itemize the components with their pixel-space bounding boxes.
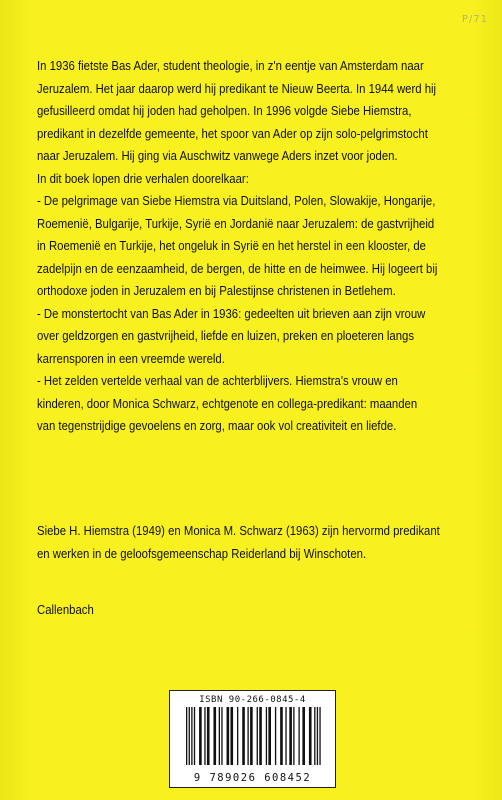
blurb-line: - De monstertocht van Bas Ader in 1936: gedeelten uit brieven aan zijn vrouw	[37, 305, 426, 321]
blurb-line: predikant in dezelfde gemeente, het spoor van Ader op zijn solo-pelgrimstocht	[37, 125, 428, 141]
blurb-line: In 1936 fietste Bas Ader, student theologie, in z'n eentje van Amsterdam naar	[37, 58, 424, 73]
isbn-barcode	[169, 690, 336, 788]
blurb-line: zadelpijn en de eenzaamheid, de bergen, de hitte en de heimwee. Hij logeert bij	[37, 260, 438, 276]
blurb-text	[37, 55, 484, 438]
blurb-line: van tegenstrijdige gevoelens en zorg, maar ook vol creativiteit en liefde.	[37, 418, 397, 433]
blurb-line: karrensporen in een vreemde wereld.	[37, 350, 225, 366]
pencil-mark: P/71	[461, 14, 488, 25]
blurb-line: orthodoxe joden in Jeruzalem en bij Palestijnse christenen in Betlehem.	[37, 283, 396, 298]
author-bio	[37, 520, 484, 565]
blurb-line: naar Jeruzalem. Hij ging via Auschwitz vanwege Aders inzet voor joden.	[37, 148, 398, 163]
isbn-label: ISBN 90-266-0845-4	[199, 695, 306, 705]
blurb-line: Jeruzalem. Het jaar daarop werd hij predikant te Nieuw Beerta. In 1944 werd hij	[37, 80, 437, 96]
blurb-line: Roemenië, Bulgarije, Turkije, Syrië en Jordanië naar Jeruzalem: de gastvrijheid	[37, 215, 435, 231]
blurb-line: kinderen, door Monica Schwarz, echtgenote en collega-predikant: maanden	[37, 395, 418, 411]
bio-line: en werken in de geloofsgemeenschap Reiderland bij Winschoten.	[37, 545, 367, 561]
blurb-line: gefusilleerd omdat hij joden had geholpen. In 1996 volgde Siebe Hiemstra,	[37, 103, 412, 118]
ean-digits: 9 789026 608452	[193, 772, 312, 784]
barcode-bars	[184, 707, 324, 769]
blurb-line: in Roemenië en Turkije, het ongeluk in Syrië en het herstel in een klooster, de	[37, 238, 426, 253]
bio-line: Siebe H. Hiemstra (1949) en Monica M. Schwarz (1963) zijn hervormd predikant	[37, 523, 440, 538]
blurb-line: In dit boek lopen drie verhalen doorelkaar:	[37, 170, 249, 186]
blurb-line: over geldzorgen en gastvrijheid, liefde en luizen, preken en ploeteren langs	[37, 328, 415, 343]
blurb-line: - De pelgrimage van Siebe Hiemstra via Duitsland, Polen, Slowakije, Hongarije,	[37, 193, 436, 208]
publisher-name: Callenbach	[37, 602, 94, 617]
blurb-line: - Het zelden vertelde verhaal van de achterblijvers. Hiemstra's vrouw en	[37, 373, 398, 388]
